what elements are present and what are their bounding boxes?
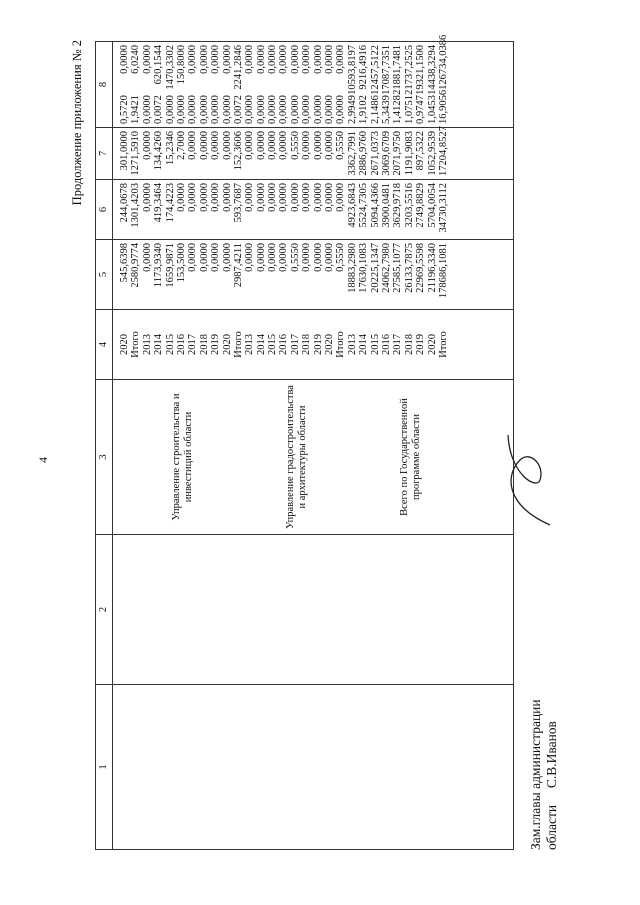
table-cell: 0,0072 — [153, 95, 165, 124]
table-cell: 0,0000 — [221, 95, 233, 124]
table-cell: 152,3606 — [232, 131, 244, 171]
table-cell: 1052,9539 — [426, 131, 438, 176]
table-cell: 0,0000 — [324, 243, 336, 272]
table-cell: 12457,5122 — [369, 45, 381, 95]
col-header: 3 — [96, 380, 113, 535]
page-title: Продолжение приложения № 2 — [70, 40, 84, 206]
group-label: Всего по Государственной программе области — [399, 398, 422, 516]
table-cell: 0,0000 — [278, 45, 290, 74]
table-cell: 0,5550 — [335, 131, 347, 160]
table-cell: 0,0000 — [301, 131, 313, 160]
table-cell: 0,0000 — [324, 45, 336, 74]
data-table — [95, 34, 514, 850]
table-cell: 0,0000 — [324, 183, 336, 212]
group-label: Управление градостроительства и архитектуры области — [285, 385, 308, 529]
table-cell: 1,0751 — [403, 95, 415, 124]
table-cell: 0,0000 — [255, 183, 267, 212]
table-cell-pair — [210, 45, 221, 124]
table-cell: 2014 — [358, 334, 370, 355]
table-cell-pair — [256, 45, 267, 124]
table-cell: 2015 — [267, 334, 279, 355]
table-cell: 0,0000 — [244, 45, 256, 74]
table-cell-pair — [233, 45, 244, 124]
col-header: 5 — [96, 240, 113, 310]
table-cell: 2013 — [244, 334, 256, 355]
table-cell: 0,0000 — [267, 95, 279, 124]
col-4-values — [113, 240, 514, 310]
table-cell: 0,0000 — [141, 95, 153, 124]
signature-line-2 — [544, 699, 560, 850]
signature-line-1: Зам.главы администрации — [528, 699, 543, 850]
handwritten-signature — [500, 415, 560, 535]
table-cell: 15,2346 — [164, 131, 176, 166]
col-header: 8 — [96, 42, 113, 128]
table-cell: 0,0000 — [255, 131, 267, 160]
table-cell-pair — [415, 45, 426, 124]
table-cell-pair — [358, 45, 369, 124]
table-cell: 0,0000 — [312, 243, 324, 272]
table-cell: 2020 — [119, 334, 130, 355]
table-cell: 0,5550 — [289, 131, 301, 160]
table-cell: 0,0072 — [232, 95, 244, 124]
table-cell: 2241,2846 — [232, 45, 244, 90]
table-cell-pair — [381, 45, 392, 124]
table-cell: 0,0000 — [210, 131, 222, 160]
table-cell-pair — [370, 45, 381, 124]
table-cell: 0,5720 — [119, 95, 130, 124]
table-cell-pair — [244, 45, 255, 124]
table-cell: 0,0000 — [335, 45, 347, 74]
table-cell-pair — [119, 45, 130, 124]
table-cell: 2013 — [141, 334, 153, 355]
table-cell-pair — [222, 45, 233, 124]
table-cell: 21196,3340 — [426, 243, 438, 293]
table-cell: 2016 — [278, 334, 290, 355]
signature-org: области — [544, 804, 559, 850]
table-cell: 0,0000 — [267, 183, 279, 212]
table-cell: 0,0000 — [164, 95, 176, 124]
table-cell: 301,0000 — [119, 131, 130, 171]
table-cell: 3203,5516 — [403, 183, 415, 228]
table-cell: 0,0000 — [119, 45, 130, 74]
table-cell: 1,0453 — [426, 95, 438, 124]
table-cell: 0,0000 — [198, 95, 210, 124]
signature-block — [528, 699, 560, 850]
table-cell: 2020 — [221, 334, 233, 355]
table-cell: 1173,9340 — [153, 243, 165, 288]
table-cell: 17204,8527 — [437, 126, 449, 176]
table-cell: 1,4128 — [392, 95, 404, 124]
table-cell: 0,0000 — [221, 45, 233, 74]
table-cell: 0,0000 — [312, 95, 324, 124]
table-cell: 6,0240 — [130, 45, 142, 74]
col-6-values — [113, 128, 514, 180]
table-cell: 2886,9760 — [358, 131, 370, 176]
table-cell: 5,3439 — [380, 95, 392, 124]
table-cell: 2014 — [153, 334, 165, 355]
table-cell: 0,0000 — [301, 243, 313, 272]
table-cell: 18883,2980 — [346, 243, 358, 293]
table-cell: 0,0000 — [289, 183, 301, 212]
table-cell: Итого — [437, 331, 449, 358]
table-cell-pair — [153, 45, 164, 124]
table-cell: 26133,7875 — [403, 243, 415, 293]
table-cell: 0,0000 — [255, 243, 267, 272]
table-cell: 620,1544 — [153, 45, 165, 85]
table-cell: 5524,7305 — [358, 183, 370, 228]
column-header-row — [96, 42, 113, 850]
table-cell: 2019 — [210, 334, 222, 355]
table-cell: 1191,9083 — [403, 131, 415, 176]
table-cell-pair — [267, 45, 278, 124]
table-cell: 2017 — [289, 334, 301, 355]
table-cell: 0,0000 — [141, 45, 153, 74]
table-cell: 3362,7991 — [346, 131, 358, 176]
table-cell-pair — [347, 45, 358, 124]
table-cell-pair — [199, 45, 210, 124]
group-label: Управление строительства и инвестиций области — [171, 393, 194, 521]
table-cell: 2,7000 — [175, 131, 187, 160]
col-2 — [113, 535, 514, 685]
table-cell: 2017 — [392, 334, 404, 355]
table-cell: 2019 — [415, 334, 427, 355]
table-cell: 0,0000 — [141, 131, 153, 160]
table-cell: 0,0000 — [210, 243, 222, 272]
table-cell-pair — [392, 45, 403, 124]
table-cell: 0,0000 — [267, 45, 279, 74]
table-cell: 0,0000 — [187, 131, 199, 160]
table-cell: 0,0000 — [244, 131, 256, 160]
table-cell: 2015 — [369, 334, 381, 355]
table-cell-pair — [290, 45, 301, 124]
table-cell: 174,4223 — [164, 183, 176, 223]
table-cell: 0,0000 — [175, 183, 187, 212]
table-cell-pair — [130, 45, 141, 124]
table-cell: 2071,9750 — [392, 131, 404, 176]
table-cell: 0,0000 — [244, 95, 256, 124]
table-cell: 0,0000 — [210, 183, 222, 212]
table-cell: 0,0000 — [324, 131, 336, 160]
table-cell: 545,6398 — [119, 243, 130, 283]
table-cell: 0,0000 — [301, 45, 313, 74]
col-7-values — [113, 34, 514, 128]
table-cell: 1659,9871 — [164, 243, 176, 288]
table-cell: 0,0000 — [244, 183, 256, 212]
table-cell: 5094,4366 — [369, 183, 381, 228]
table-cell: 34730,3112 — [437, 183, 449, 233]
col-4-year — [113, 310, 514, 380]
table-cell: 150,8000 — [175, 45, 187, 85]
table-cell-pair — [165, 45, 176, 124]
table-cell: 0,0000 — [324, 95, 336, 124]
table-cell: 0,0000 — [198, 131, 210, 160]
table-cell: 0,0000 — [267, 131, 279, 160]
table-cell: 0,0000 — [210, 95, 222, 124]
table-cell: 0,0000 — [278, 131, 290, 160]
table-cell: 0,0000 — [312, 131, 324, 160]
table-cell: 3900,0481 — [380, 183, 392, 228]
table-cell: 2016 — [175, 334, 187, 355]
table-cell: 0,0000 — [198, 45, 210, 74]
table-cell-pair — [278, 45, 289, 124]
table-cell-pair — [437, 34, 449, 124]
table-cell: 0,0000 — [301, 95, 313, 124]
col-header: 7 — [96, 128, 113, 180]
table-cell-pair — [335, 45, 346, 124]
table-cell: 2580,9774 — [130, 243, 142, 288]
table-cell: 153,5000 — [175, 243, 187, 283]
table-cell: 0,0000 — [141, 243, 153, 272]
table-cell: 0,9747 — [415, 95, 427, 124]
table-cell: 0,0000 — [278, 243, 290, 272]
col-5-values — [113, 180, 514, 240]
table-cell: Итого — [130, 331, 142, 358]
table-cell: 27585,1077 — [392, 243, 404, 293]
table-cell: 0,0000 — [289, 45, 301, 74]
table-cell: 0,0000 — [267, 243, 279, 272]
table-cell: 0,0000 — [221, 131, 233, 160]
table-cell: 0,0000 — [278, 95, 290, 124]
table-cell: 0,0000 — [187, 45, 199, 74]
table-cell: 5704,0054 — [426, 183, 438, 228]
table-cell: 2018 — [403, 334, 415, 355]
table-cell-pair — [404, 45, 415, 124]
table-cell: 0,0000 — [198, 243, 210, 272]
table-cell: 897,5322 — [415, 131, 427, 171]
table-cell: 2,1486 — [369, 95, 381, 124]
table-cell: 2015 — [164, 334, 176, 355]
table-cell: Итого — [335, 331, 347, 358]
table-cell: 0,0000 — [301, 183, 313, 212]
table-cell: 2,9949 — [346, 95, 358, 124]
signature-name: С.В.Иванов — [544, 721, 559, 789]
table-cell: 0,0000 — [210, 45, 222, 74]
table-cell: 0,0000 — [221, 243, 233, 272]
table-cell: 21737,2525 — [403, 45, 415, 95]
table-cell: 22969,5598 — [415, 243, 427, 293]
col-1 — [113, 685, 514, 850]
table-cell: 0,5550 — [289, 243, 301, 272]
table-cell-pair — [176, 45, 187, 124]
table-cell-pair — [301, 45, 312, 124]
table-cell: 2013 — [346, 334, 358, 355]
table-cell: 2749,8829 — [415, 183, 427, 228]
table-cell: 0,0000 — [312, 45, 324, 74]
col-header: 6 — [96, 180, 113, 240]
table-cell: 3629,9718 — [392, 183, 404, 228]
table-cell: 0,0000 — [187, 183, 199, 212]
table-cell: 19321,1500 — [415, 45, 427, 95]
col-3-groups — [113, 380, 514, 535]
table-cell: 0,0000 — [278, 183, 290, 212]
table-cell: 178686,1081 — [437, 243, 449, 299]
table-cell: 1,9421 — [130, 95, 142, 124]
table-cell: 0,0000 — [289, 95, 301, 124]
table-body-row — [113, 42, 514, 850]
table-cell: 21881,7481 — [392, 45, 404, 95]
table-cell: 0,0000 — [244, 243, 256, 272]
table-cell: 593,7687 — [232, 183, 244, 223]
table-cell: 0,0000 — [175, 95, 187, 124]
table-cell: 134,4260 — [153, 131, 165, 171]
table-cell-pair — [324, 45, 335, 124]
table-cell: 2020 — [426, 334, 438, 355]
table-cell: 2014 — [255, 334, 267, 355]
table-cell: 0,0000 — [187, 95, 199, 124]
table-cell: 419,3464 — [153, 183, 165, 223]
table-cell: 3069,6709 — [380, 131, 392, 176]
table-cell: 17630,1083 — [358, 243, 370, 293]
table-cell: 0,0000 — [221, 183, 233, 212]
table-cell: 0,0000 — [141, 183, 153, 212]
table-cell: 10593,8197 — [346, 45, 358, 95]
table-cell: 0,0000 — [198, 183, 210, 212]
table-cell: 1271,5910 — [130, 131, 142, 176]
col-header: 2 — [96, 535, 113, 685]
page-number: 4 — [36, 457, 50, 463]
table-cell-pair — [142, 45, 153, 124]
table-cell: 9216,4916 — [358, 45, 370, 90]
table-cell: 0,0000 — [255, 95, 267, 124]
col-header: 4 — [96, 310, 113, 380]
table-cell: 2018 — [301, 334, 313, 355]
table-cell: 4923,6843 — [346, 183, 358, 228]
table-cell: 2019 — [312, 334, 324, 355]
table-cell: 14438,3294 — [426, 45, 438, 95]
table-cell: Итого — [232, 331, 244, 358]
table-cell: 0,5550 — [335, 243, 347, 272]
group-label — [119, 383, 171, 531]
table-cell: 24062,7980 — [380, 243, 392, 293]
table-cell: 244,0678 — [119, 183, 130, 223]
table-cell: 2020 — [324, 334, 336, 355]
table-cell: 17087,7351 — [380, 45, 392, 95]
table-cell: 1301,4203 — [130, 183, 142, 228]
table-cell: 20225,1347 — [369, 243, 381, 293]
table-cell-pair — [427, 45, 438, 124]
table-cell: 0,0000 — [335, 95, 347, 124]
table-cell: 126734,0386 — [437, 34, 449, 90]
table-cell: 0,0000 — [312, 183, 324, 212]
table-cell: 2987,4211 — [232, 243, 244, 288]
table-cell: 16,9056 — [437, 89, 449, 124]
table-cell: 2017 — [187, 334, 199, 355]
table-cell: 2016 — [380, 334, 392, 355]
table-cell-pair — [313, 45, 324, 124]
table-cell: 1470,3302 — [164, 45, 176, 90]
table-cell: 1,9102 — [358, 95, 370, 124]
table-cell: 2018 — [198, 334, 210, 355]
table-cell: 0,0000 — [335, 183, 347, 212]
col-header: 1 — [96, 685, 113, 850]
table-cell: 0,0000 — [187, 243, 199, 272]
table-cell-pair — [187, 45, 198, 124]
table-cell: 2671,0373 — [369, 131, 381, 176]
table-cell: 0,0000 — [255, 45, 267, 74]
